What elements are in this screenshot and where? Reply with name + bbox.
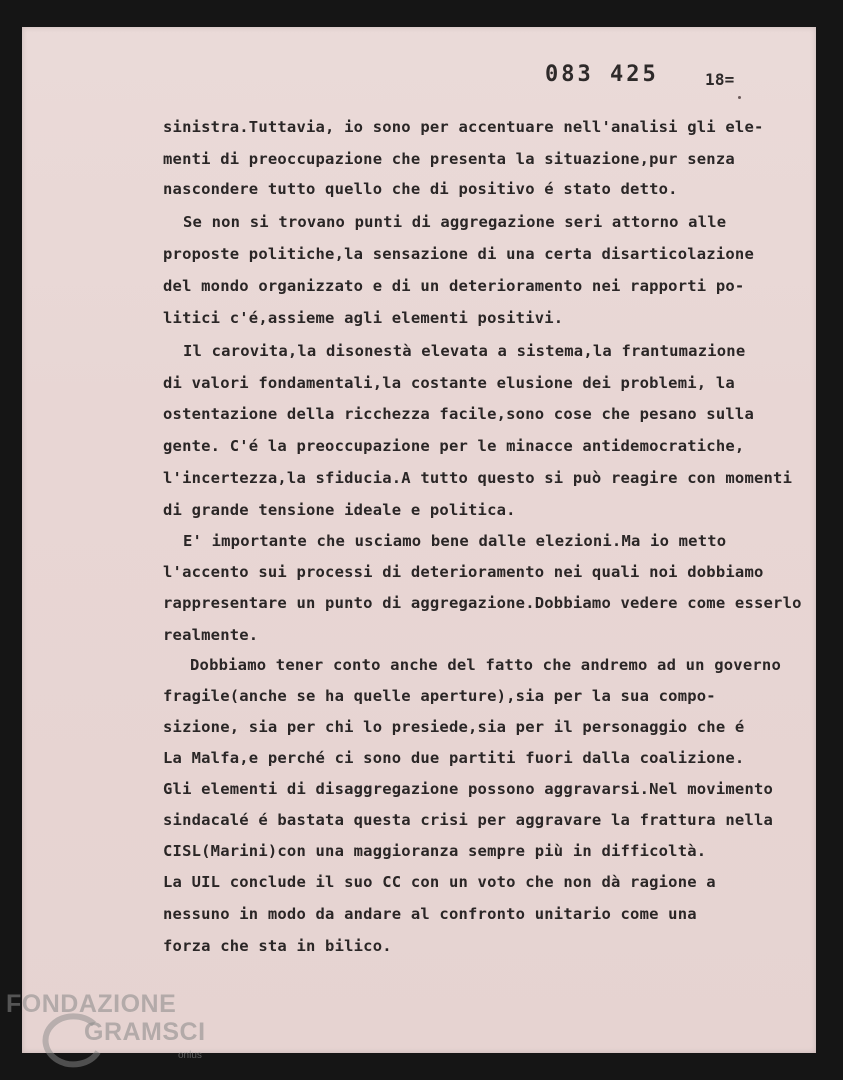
text-line: l'incertezza,la sfiducia.A tutto questo si può reagire con momenti xyxy=(163,469,793,487)
text-line: Se non si trovano punti di aggregazione seri attorno alle xyxy=(183,213,727,231)
text-line: ostentazione della ricchezza facile,sono cose che pesano sulla xyxy=(163,405,754,423)
text-line: sinistra.Tuttavia, io sono per accentuare nell'analisi gli ele- xyxy=(163,118,764,136)
text-line: gente. C'é la preoccupazione per le minacce antidemocratiche, xyxy=(163,437,745,455)
text-line: La UIL conclude il suo CC con un voto che non dà ragione a xyxy=(163,873,716,891)
text-line: di grande tensione ideale e politica. xyxy=(163,501,516,519)
watermark-line-2: GRAMSCI xyxy=(84,1018,206,1046)
watermark-suffix: onlus xyxy=(178,1050,202,1061)
text-line: litici c'é,assieme agli elementi positivi. xyxy=(163,309,564,327)
text-line: nessuno in modo da andare al confronto unitario come una xyxy=(163,905,697,923)
watermark-line-1: FONDAZIONE xyxy=(6,990,177,1018)
text-line: sizione, sia per chi lo presiede,sia per il personaggio che é xyxy=(163,718,745,736)
text-line: rappresentare un punto di aggregazione.Dobbiamo vedere come esserlo xyxy=(163,594,802,612)
text-line: Dobbiamo tener conto anche del fatto che andremo ad un governo xyxy=(190,656,781,674)
text-line: di valori fondamentali,la costante elusione dei problemi, la xyxy=(163,374,735,392)
text-line: forza che sta in bilico. xyxy=(163,937,392,955)
text-line: menti di preoccupazione che presenta la situazione,pur senza xyxy=(163,150,735,168)
page-number: 18= xyxy=(705,70,735,89)
text-line: Gli elementi di disaggregazione possono aggravarsi.Nel movimento xyxy=(163,780,774,798)
text-line: l'accento sui processi di deterioramento nei quali noi dobbiamo xyxy=(163,563,764,581)
text-line: CISL(Marini)con una maggioranza sempre più in difficoltà. xyxy=(163,842,707,860)
ink-speck xyxy=(738,96,741,99)
text-line: del mondo organizzato e di un deterioramento nei rapporti po- xyxy=(163,277,745,295)
text-line: Il carovita,la disonestà elevata a sistema,la frantumazione xyxy=(183,342,746,360)
text-line: La Malfa,e perché ci sono due partiti fuori dalla coalizione. xyxy=(163,749,745,767)
text-line: sindacalé é bastata questa crisi per aggravare la frattura nella xyxy=(163,811,774,829)
fondazione-gramsci-watermark xyxy=(6,990,216,1075)
text-line: fragile(anche se ha quelle aperture),sia per la sua compo- xyxy=(163,687,716,705)
archive-code: 083 425 xyxy=(545,62,659,87)
text-line: proposte politiche,la sensazione di una certa disarticolazione xyxy=(163,245,754,263)
text-line: realmente. xyxy=(163,626,259,644)
text-line: nascondere tutto quello che di positivo é stato detto. xyxy=(163,180,678,198)
text-line: E' importante che usciamo bene dalle elezioni.Ma io metto xyxy=(183,532,727,550)
